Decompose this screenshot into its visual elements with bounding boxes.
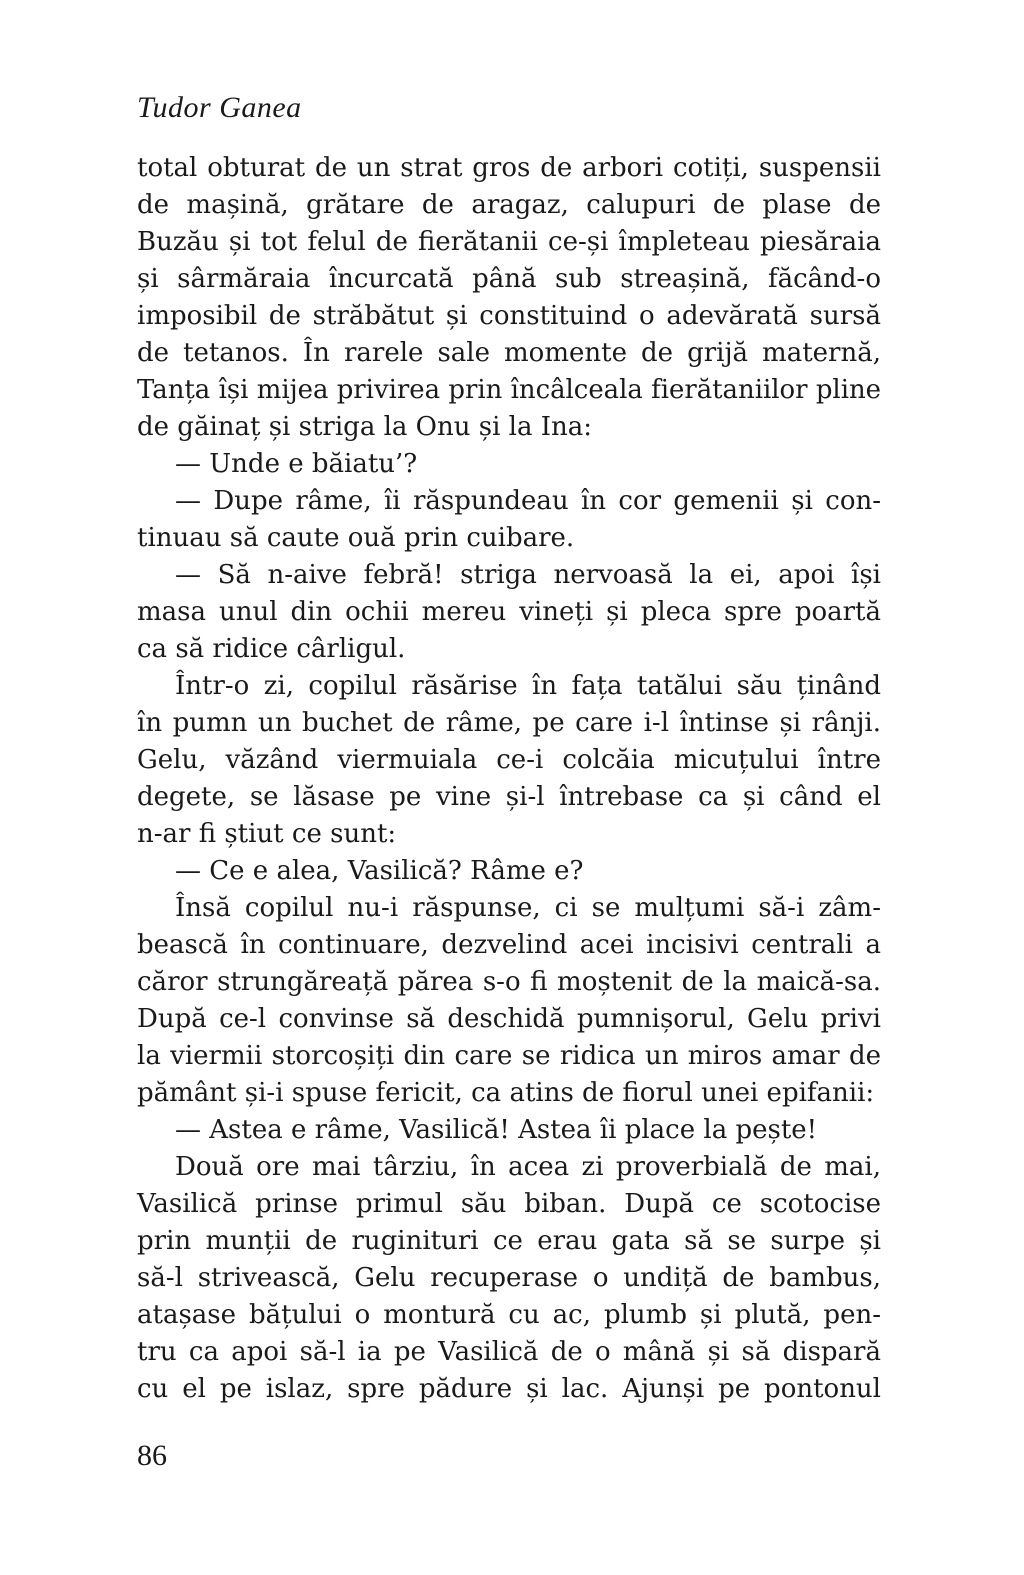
- text-line: în pumn un buchet de râme, pe care i-l întinse și rânji.: [137, 708, 881, 738]
- text-line: Vasilică prinse primul său biban. După ce scotocise: [137, 1189, 881, 1219]
- text-line: să-l strivească, Gelu recuperase o undiță de bambus,: [137, 1263, 881, 1293]
- text-line: de găinaț și striga la Onu și la Ina:: [137, 412, 593, 442]
- page-number: 86: [137, 1439, 167, 1472]
- text-line: pământ și-i spuse fericit, ca atins de fiorul unei epifanii:: [137, 1078, 875, 1108]
- dialogue-line: — Unde e băiatu’?: [175, 449, 418, 479]
- text-line: masa unul din ochii mereu vineți și pleca spre poartă: [137, 597, 881, 627]
- paragraph-start-line: Într-o zi, copilul răsărise în fața tatălui său ținând: [175, 671, 881, 701]
- running-head-author: Tudor Ganea: [137, 91, 302, 124]
- text-line: ca să ridice cârligul.: [137, 634, 406, 664]
- text-line: Buzău și tot felul de fierătanii ce-și împleteau piesăraia: [137, 227, 881, 257]
- text-line: bească în continuare, dezvelind acei incisivi centrali a: [137, 930, 881, 960]
- dialogue-line: — Astea e râme, Vasilică! Astea îi place la pește!: [175, 1115, 818, 1145]
- dialogue-line: — Dupe râme, îi răspundeau în cor gemenii și con-: [175, 486, 881, 516]
- text-line: degete, se lăsase pe vine și-l întrebase ca și când el: [137, 782, 881, 812]
- dialogue-line: — Să n-aive febră! striga nervoasă la ei, apoi își: [175, 560, 881, 590]
- text-line: tru ca apoi să-l ia pe Vasilică de o mână și să dispară: [137, 1337, 881, 1367]
- dialogue-line: — Ce e alea, Vasilică? Râme e?: [175, 856, 584, 886]
- text-line: tinuau să caute ouă prin cuibare.: [137, 523, 575, 553]
- text-line: n-ar fi știut ce sunt:: [137, 819, 397, 849]
- text-line: Gelu, văzând viermuiala ce-i colcăia micuțului între: [137, 745, 881, 775]
- text-line: de tetanos. În rarele sale momente de grijă maternă,: [137, 338, 881, 368]
- text-line: imposibil de străbătut și constituind o adevărată sursă: [137, 301, 881, 331]
- text-line: prin munții de ruginituri ce erau gata să se surpe și: [137, 1226, 881, 1256]
- text-line: total obturat de un strat gros de arbori cotiți, suspensii: [137, 153, 881, 183]
- text-line: și sârmăraia încurcată până sub streașină, făcând-o: [137, 264, 881, 294]
- text-line: atașase bățului o montură cu ac, plumb și plută, pen-: [137, 1300, 881, 1330]
- text-line: la viermii storcoșiți din care se ridica un miros amar de: [137, 1041, 881, 1071]
- text-line: căror strungăreață părea s-o fi moștenit de la maică-sa.: [137, 967, 881, 997]
- body-text: [137, 150, 881, 1408]
- paragraph-start-line: Două ore mai târziu, în acea zi proverbială de mai,: [175, 1152, 881, 1182]
- text-line: cu el pe islaz, spre pădure și lac. Ajunși pe pontonul: [137, 1374, 881, 1404]
- text-line: de mașină, grătare de aragaz, calupuri de plase de: [137, 190, 881, 220]
- paragraph-start-line: Însă copilul nu-i răspunse, ci se mulțumi să-i zâm-: [175, 893, 881, 923]
- text-line: După ce-l convinse să deschidă pumnișorul, Gelu privi: [137, 1004, 881, 1034]
- text-line: Tanța își mijea privirea prin încâlceala fierătaniilor pline: [137, 375, 881, 405]
